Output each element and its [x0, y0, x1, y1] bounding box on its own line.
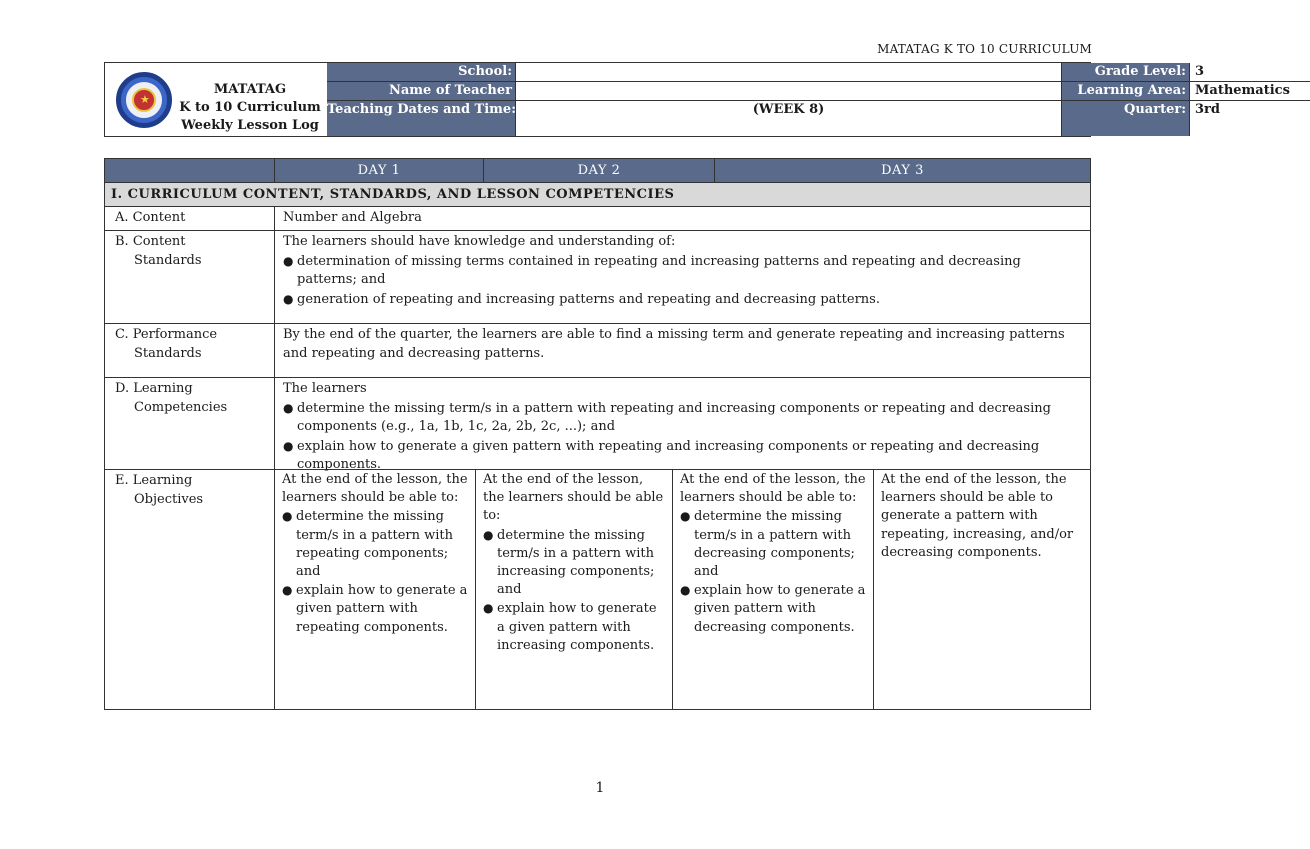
objective-intro: At the end of the lesson, the learners should be able to generate a pattern with repeating, increasing, and/or decreasing components. — [881, 472, 1074, 560]
page-number: 1 — [595, 780, 605, 796]
bullet-icon: ● — [282, 583, 293, 598]
section-heading: I. CURRICULUM CONTENT, STANDARDS, AND LESSON COMPETENCIES — [105, 183, 1090, 207]
objective-intro: At the end of the lesson, the learners should be able to: — [483, 472, 664, 524]
row-label-text: Competencies — [134, 399, 228, 415]
list-item — [680, 581, 869, 637]
bullet-icon: ● — [283, 438, 294, 453]
day-1-header: DAY 1 — [275, 159, 484, 182]
bullet-icon: ● — [282, 509, 293, 524]
objectives-row — [105, 470, 1090, 709]
school-field[interactable] — [516, 63, 1062, 82]
day-3-header: DAY 3 — [881, 163, 924, 178]
bullet-icon: ● — [283, 291, 294, 306]
bullet-icon: ● — [283, 253, 294, 268]
running-head: MATATAG K TO 10 CURRICULUM — [877, 42, 1092, 56]
bullet-icon: ● — [483, 601, 494, 616]
deped-seal-icon: ★ — [116, 72, 172, 128]
org-line: MATATAG — [213, 82, 287, 97]
competencies-text — [275, 378, 1090, 472]
school-label: School: — [327, 63, 516, 82]
objective-intro: At the end of the lesson, the learners should be able to: — [680, 472, 866, 506]
list-item-text: explain how to generate a given pattern with increasing components. — [497, 601, 657, 653]
teaching-dates-value[interactable]: (WEEK 8) — [516, 101, 1062, 136]
list-item — [483, 599, 668, 655]
list-item-text: generation of repeating and increasing patterns and repeating and decreasing patterns. — [297, 291, 880, 307]
performance-standards-text: By the end of the quarter, the learners are able to find a missing term and generate repeating and increasing patterns and repeating and decreasing patterns. — [283, 327, 1065, 361]
grade-level-value[interactable]: 3 — [1190, 63, 1310, 82]
list-item-text: determine the missing term/s in a pattern with repeating components; and — [296, 509, 454, 580]
teaching-dates-label: Teaching Dates and Time: — [327, 101, 516, 136]
learning-area-label: Learning Area: — [1062, 82, 1190, 101]
content-row — [105, 207, 1090, 231]
content-standards-row — [105, 231, 1090, 324]
list-item-text: explain how to generate a given pattern with repeating components. — [296, 583, 468, 635]
competencies-row — [105, 378, 1090, 470]
lesson-log-header — [104, 62, 1290, 137]
list-item — [283, 437, 1084, 475]
content-text: Number and Algebra — [283, 210, 422, 225]
row-label-text: D. Learning — [115, 381, 193, 396]
list-item — [283, 399, 1084, 437]
org-title — [175, 81, 325, 135]
performance-standards-row — [105, 324, 1090, 378]
grade-level-label: Grade Level: — [1062, 63, 1190, 82]
day-header-row — [105, 159, 1090, 183]
lesson-table — [104, 158, 1091, 710]
row-label-text: C. Performance — [115, 327, 218, 342]
list-item — [282, 507, 471, 581]
list-item — [282, 581, 471, 637]
row-label — [105, 207, 275, 230]
list-item — [483, 526, 668, 600]
competencies-intro: The learners — [283, 381, 367, 396]
list-item-text: explain how to generate a given pattern with decreasing components. — [694, 583, 866, 635]
list-item-text: determine the missing term/s in a pattern with repeating and increasing components or repeating and decreasing components (e.g., 1a, 1b, 1c, 2a, 2b, 2c, ...); and — [297, 400, 1051, 434]
teacher-label: Name of Teacher — [327, 82, 516, 101]
org-line: K to 10 Curriculum — [179, 100, 321, 115]
list-item — [283, 252, 1084, 290]
row-label — [105, 470, 275, 709]
objective-day-4 — [874, 470, 1090, 709]
list-item-text: determine the missing term/s in a pattern with increasing components; and — [497, 527, 655, 598]
teacher-field[interactable] — [516, 82, 1062, 101]
row-label-text: B. Content — [115, 234, 186, 249]
list-item-text: determination of missing terms contained in repeating and increasing patterns and repeating and decreasing patterns; and — [297, 253, 1021, 287]
bullet-icon: ● — [283, 400, 294, 415]
list-item — [680, 507, 869, 581]
objective-day-3 — [673, 470, 874, 709]
bullet-icon: ● — [680, 509, 691, 524]
learning-area-value[interactable]: Mathematics — [1190, 82, 1310, 101]
objective-day-2 — [476, 470, 673, 709]
list-item — [283, 290, 1084, 310]
org-cell — [105, 63, 327, 136]
day-2-header: DAY 2 — [484, 159, 715, 182]
list-item-text: determine the missing term/s in a pattern with decreasing components; and — [694, 509, 855, 580]
row-label-text: Standards — [134, 252, 202, 268]
standards-intro: The learners should have knowledge and understanding of: — [283, 234, 676, 249]
bullet-icon: ● — [680, 583, 691, 598]
quarter-label: Quarter: — [1062, 101, 1190, 136]
row-label — [105, 324, 275, 377]
row-label-text: Standards — [134, 345, 202, 361]
objective-intro: At the end of the lesson, the learners should be able to: — [282, 472, 468, 506]
row-label-text: E. Learning — [115, 473, 193, 488]
row-label — [105, 231, 275, 323]
row-label-text: Objectives — [134, 491, 204, 507]
content-standards-text — [275, 231, 1090, 323]
quarter-value[interactable]: 3rd — [1195, 102, 1220, 117]
row-label-text: A. Content — [115, 210, 186, 225]
day-header-blank — [105, 159, 275, 182]
objective-day-1 — [275, 470, 476, 709]
org-line: Weekly Lesson Log — [181, 118, 319, 133]
row-label — [105, 378, 275, 469]
bullet-icon: ● — [483, 527, 494, 542]
list-item-text: explain how to generate a given pattern with repeating and increasing components or repeating and decreasing components. — [297, 438, 1040, 472]
